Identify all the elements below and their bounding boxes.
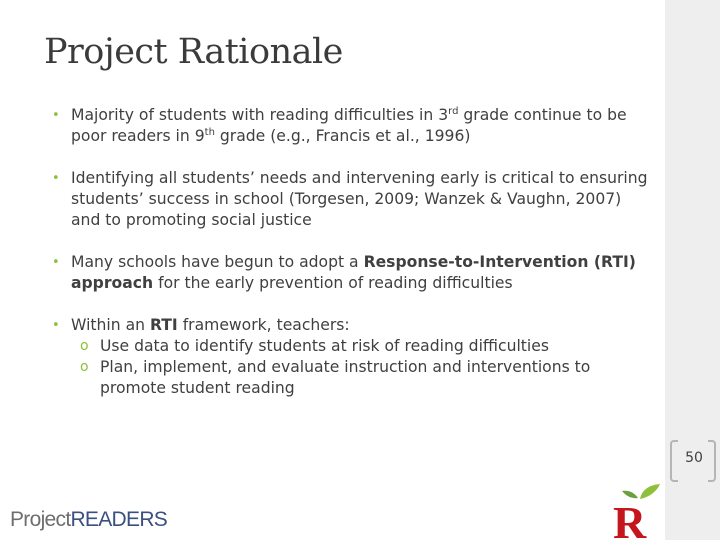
project-readers-logo: ProjectREADERS [10,508,168,531]
sub-bullet-text: Use data to identify students at risk of reading difficulties [100,337,549,355]
page-number-box [670,440,718,480]
bullet-dot-icon: • [52,255,60,270]
sub-bullet-item-2 [76,357,652,399]
bullet-text: Within an RTI framework, teachers: [71,316,350,334]
bullet-dot-icon: • [52,318,60,333]
bullet-item-3 [52,252,652,294]
bullet-list [52,105,652,420]
bullet-item-4 [52,315,652,399]
bullet-dot-icon: • [52,108,60,123]
sub-bullet-text: Plan, implement, and evaluate instruction and interventions to promote student reading [100,358,591,397]
circle-bullet-icon: o [80,338,89,354]
r-leaf-logo-icon [612,477,667,540]
sub-bullet-item-1 [76,336,652,357]
bullet-text: Majority of students with reading difficulties in 3rd grade continue to be poor readers in 9th grade (e.g., Francis et al., 1996) [71,106,627,145]
circle-bullet-icon: o [80,359,89,375]
bullet-dot-icon: • [52,171,60,186]
svg-text:R: R [613,497,647,540]
bullet-item-1 [52,105,652,147]
sub-bullet-list [76,336,652,399]
bullet-text: Many schools have begun to adopt a Response-to-Intervention (RTI) approach for the early prevention of reading difficulties [71,253,636,292]
page-number: 50 [685,450,703,466]
bullet-item-2 [52,168,652,231]
slide-title: Project Rationale [44,32,343,72]
bullet-text: Identifying all students’ needs and intervening early is critical to ensuring students’ success in school (Torgesen, 2009; Wanzek & Vaughn, 2007) and to promoting social justice [71,169,648,229]
